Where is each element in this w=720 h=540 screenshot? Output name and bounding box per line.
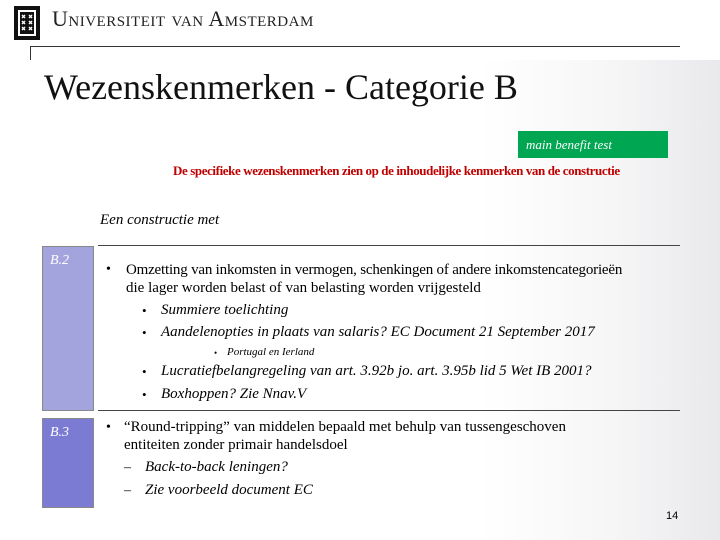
section-divider [98,245,680,246]
header-rule [30,46,680,47]
subheading: De specifieke wezenskenmerken zien op de inhoudelijke kenmerken van de constructie [173,163,620,178]
b2-sub-bullet: • [142,364,147,379]
b3-dash: – [124,460,131,475]
intro-text: Een constructie met [100,212,220,228]
b2-sub3: Lucratiefbelangregeling van art. 3.92b jo. art. 3.95b lid 5 Wet IB 2001? [161,363,592,379]
b2-main-line1: Omzetting van inkomsten in vermogen, schenkingen of andere inkomstencategorieën [126,262,623,278]
b2-sub-bullet: • [142,387,147,402]
b2-sub4: Boxhoppen? Zie Nnav.V [161,386,307,402]
page-number: 14 [666,510,679,522]
b2-sub-bullet: • [142,303,147,318]
b3-main-line1: “Round-tripping” van middelen bepaald met behulp van tussengeschoven [124,419,566,435]
b2-subsub-bullet: • [214,348,218,358]
b2-main-line2: die lager worden belast of van belasting worden vrijgesteld [126,280,481,296]
university-name: Universiteit van Amsterdam [52,6,314,31]
b2-bullet: • [106,262,111,277]
b3-sub2: Zie voorbeeld document EC [145,482,313,498]
b2-subsub1: Portugal en Ierland [227,346,315,358]
b2-sub1: Summiere toelichting [161,302,289,318]
b2-sub-bullet: • [142,325,147,340]
b3-sub1: Back-to-back leningen? [145,459,288,475]
b2-label: B.2 [50,253,70,268]
b2-label-box [42,246,94,411]
b2-sub2: Aandelenopties in plaats van salaris? EC Document 21 September 2017 [161,324,595,340]
b3-main-line2: entiteiten zonder primair handelsdoel [124,437,348,453]
b3-dash: – [124,483,131,498]
slide-title: Wezenskenmerken - Categorie B [44,67,518,107]
b3-label: B.3 [50,425,70,440]
main-benefit-test-badge: main benefit test [518,131,668,158]
section-divider [98,410,680,411]
b3-label-box [42,418,94,508]
header-rule-vertical [30,46,31,60]
b3-bullet: • [106,420,111,435]
university-crest-icon [14,6,40,40]
